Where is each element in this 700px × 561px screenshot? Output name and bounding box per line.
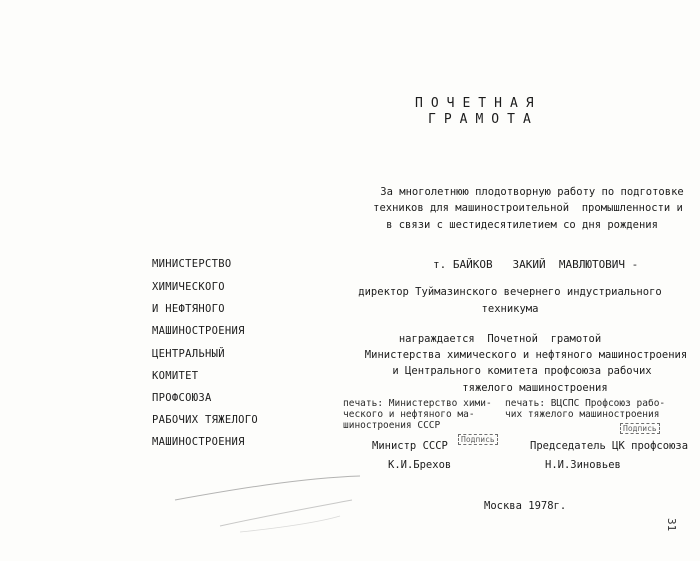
sidebar-line: КОМИТЕТ — [152, 370, 199, 382]
seal-note-left-3: шиностроения СССР — [343, 420, 441, 431]
award-line-1: награждается Почетной грамотой — [398, 333, 602, 345]
sidebar-line: РАБОЧИХ ТЯЖЕЛОГО — [152, 414, 258, 426]
seal-note-right-1: печать: ВЦСПС Профсоюз рабо- — [505, 398, 666, 409]
sidebar-line: МАШИНОСТРОЕНИЯ — [152, 436, 245, 448]
recipient-name: т. БАЙКОВ ЗАКИЙ МАВЛЮТОВИЧ - — [433, 258, 639, 271]
margin-page-number: 31 — [665, 518, 678, 532]
seal-note-left-1: печать: Министерство хими- — [343, 398, 492, 409]
document-title-line1: ПОЧЕТНАЯ — [415, 96, 542, 111]
award-line-2: Министерства химического и нефтяного машиностроения — [364, 349, 688, 361]
signatory-left-name: К.И.Брехов — [388, 459, 452, 471]
seal-note-left-2: ческого и нефтяного ма- — [343, 409, 475, 420]
signatory-left-role: Министр СССР — [372, 440, 448, 452]
award-line-3: и Центрального комитета профсоюза рабочих — [392, 365, 652, 377]
sidebar-line: И НЕФТЯНОГО — [152, 303, 225, 315]
signatory-right-role: Председатель ЦК профсоюза — [530, 440, 689, 452]
award-line-4: тяжелого машиностроения — [462, 382, 608, 394]
recipient-position-line-1: директор Туймазинского вечернего индустриального — [358, 286, 662, 298]
sidebar-line: ХИМИЧЕСКОГО — [152, 281, 225, 293]
recipient-position-line-2: техникума — [481, 303, 539, 315]
document-title-line2: ГРАМОТА — [428, 112, 539, 127]
signature-stamp-right: Подпись — [620, 423, 660, 434]
signature-stamp-left: Подпись — [458, 434, 498, 445]
intro-line-1: За многолетнюю плодотворную работу по подготовке — [380, 186, 684, 198]
place-and-date: Москва 1978г. — [484, 500, 567, 512]
seal-note-right-2: чих тяжелого машиностроения — [505, 409, 660, 420]
intro-line-3: в связи с шестидесятилетием со дня рождения — [386, 219, 658, 231]
sidebar-line: МАШИНОСТРОЕНИЯ — [152, 325, 245, 337]
intro-line-2: техников для машиностроительной промышленности и — [373, 202, 683, 214]
sidebar-line: МИНИСТЕРСТВО — [152, 258, 232, 270]
signatory-right-name: Н.И.Зиновьев — [545, 459, 621, 471]
sidebar-line: ПРОФСОЮЗА — [152, 392, 212, 404]
sidebar-line: ЦЕНТРАЛЬНЫЙ — [152, 348, 225, 360]
